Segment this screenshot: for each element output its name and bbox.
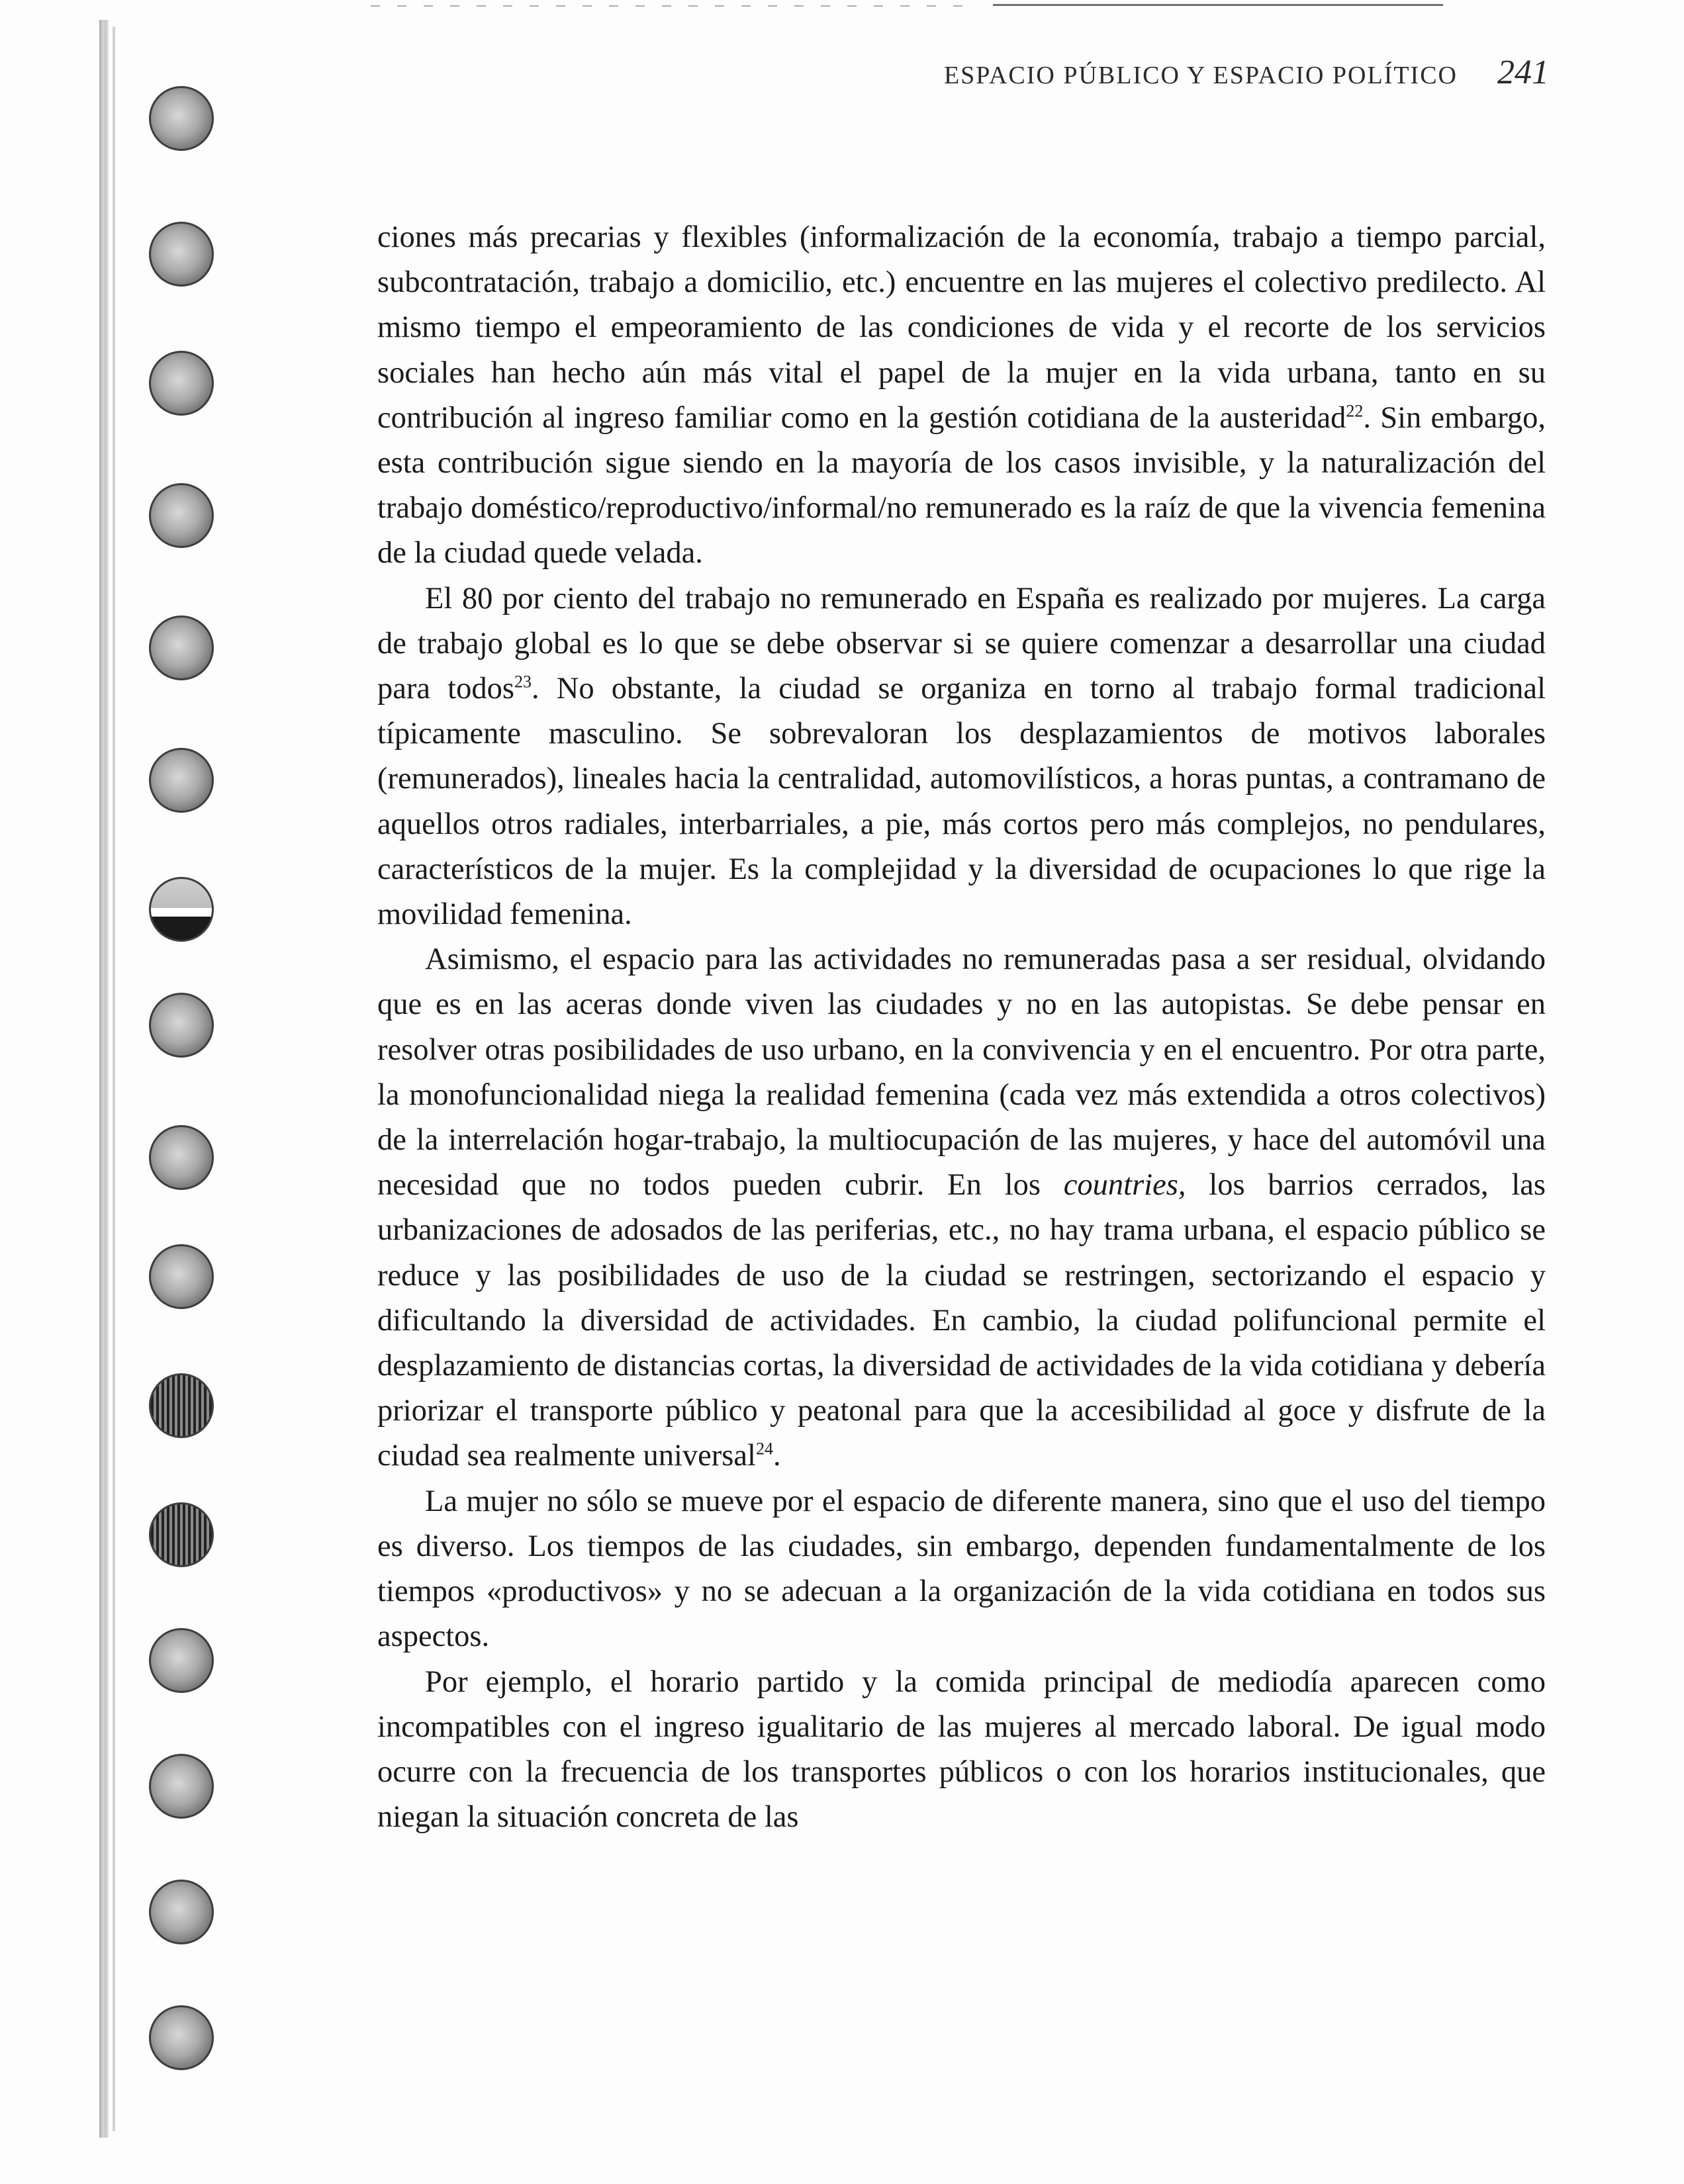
footnote-ref: 22 — [1346, 401, 1364, 421]
punch-hole — [149, 748, 214, 813]
punch-hole — [149, 877, 214, 942]
punch-hole — [149, 2005, 214, 2070]
punch-hole — [149, 1628, 214, 1693]
body-text — [377, 215, 1546, 1840]
paragraph-text: los barrios cerrados, las urbanizaciones de adosados de las periferias, etc., no hay trama urbana, el espacio público se reduce y las posibilidades de uso de la ciudad se restringen, sectorizando el espacio y dificultando la diversidad de actividades. En cambio, la ciudad polifuncional permite el desplazamiento de distancias cortas, la diversidad de actividades de la vida cotidiana y debería priorizar el transporte público y peatonal para que la accesibilidad al goce y disfrute de la ciudad sea realmente universal — [377, 1168, 1546, 1473]
paragraph-4 — [377, 1479, 1546, 1660]
punch-hole — [149, 993, 214, 1058]
paragraph-5 — [377, 1660, 1546, 1841]
scan-top-dash — [371, 5, 966, 7]
punch-hole — [149, 1244, 214, 1309]
paragraph-text: La mujer no sólo se mueve por el espacio de diferente manera, sino que el uso del tiempo es diverso. Los tiempos de las ciudades, sin embargo, dependen fundamentalmente de los tiempos «productivos» y no se adecuan a la organización de la vida cotidiana en todos sus aspectos. — [377, 1484, 1546, 1654]
punch-hole — [149, 1880, 214, 1944]
punch-hole — [149, 1502, 214, 1567]
paragraph-2 — [377, 576, 1546, 938]
footnote-ref: 24 — [755, 1439, 773, 1459]
running-head: ESPACIO PÚBLICO Y ESPACIO POLÍTICO — [943, 62, 1458, 89]
paragraph-text: ciones más precarias y flexibles (informalización de la economía, trabajo a tiempo parcial, subcontratación, trabajo a domicilio, etc.) encuentre en las mujeres el colectivo predilecto. Al mismo tiempo el empeoramiento de las condiciones de vida y el recorte de los servicios sociales han hecho aún más vital el papel de la mujer en la vida urbana, tanto en su contribución al ingreso familiar como en la gestión cotidiana de la austeridad — [377, 220, 1546, 435]
paragraph-text: . Sin embargo, esta contribución sigue siendo en la mayoría de los casos invisible, y la naturalización del trabajo doméstico/reproductivo/informal/no remunerado es la raíz de que la vivencia femenina de la ciudad quede velada. — [377, 400, 1546, 570]
punch-holes — [149, 0, 228, 2184]
binding-edge-inner — [113, 26, 115, 2131]
punch-hole — [149, 351, 214, 416]
paragraph-text: Por ejemplo, el horario partido y la comida principal de mediodía aparecen como incompatibles con el ingreso igualitario de las mujeres al mercado laboral. De igual modo ocurre con la frecuencia de los transportes públicos o con los horarios institucionales, que niegan la situación concreta de las — [377, 1664, 1546, 1835]
footnote-ref: 23 — [514, 672, 532, 692]
scan-top-rule — [993, 4, 1443, 6]
paragraph-text: . No obstante, la ciudad se organiza en torno al trabajo formal tradicional típicamente masculino. Se sobrevaloran los desplazamientos de motivos laborales (remunerados), lineales hacia la centralidad, automovilísticos, a horas puntas, a contramano de aquellos otros radiales, interbarriales, a pie, más cortos pero más complejos, no pendulares, característicos de la mujer. Es la complejidad y la diversidad de ocupaciones lo que rige la movilidad femenina. — [377, 672, 1546, 932]
page-header — [864, 53, 1549, 93]
italic-term: countries, — [1063, 1168, 1186, 1203]
punch-hole — [149, 1754, 214, 1819]
paragraph-text: El 80 por ciento del trabajo no remunerado en España es realizado por mujeres. La carga de trabajo global es lo que se debe observar si se quiere comenzar a desarrollar una ciudad para todos — [377, 581, 1546, 706]
punch-hole — [149, 615, 214, 680]
binding-edge — [99, 20, 109, 2138]
paragraph-1 — [377, 215, 1546, 576]
page-number: 241 — [1497, 54, 1549, 91]
paragraph-text: Asimismo, el espacio para las actividades no remuneradas pasa a ser residual, olvidando que es en las aceras donde viven las ciudades y no en las autopistas. Se debe pensar en resolver otras posibilidades de uso urbano, en la convivencia y en el encuentro. Por otra parte, la monofuncionalidad niega la realidad femenina (cada vez más extendida a otros colectivos) de la interrelación hogar-trabajo, la multiocupación de las mujeres, y hace del automóvil una necesidad que no todos pueden cubrir. En los — [377, 942, 1546, 1203]
punch-hole — [149, 1125, 214, 1190]
punch-hole — [149, 1373, 214, 1438]
paragraph-text: . — [772, 1439, 781, 1473]
punch-hole — [149, 86, 214, 151]
punch-hole — [149, 483, 214, 548]
paragraph-3 — [377, 937, 1546, 1479]
punch-hole — [149, 222, 214, 287]
